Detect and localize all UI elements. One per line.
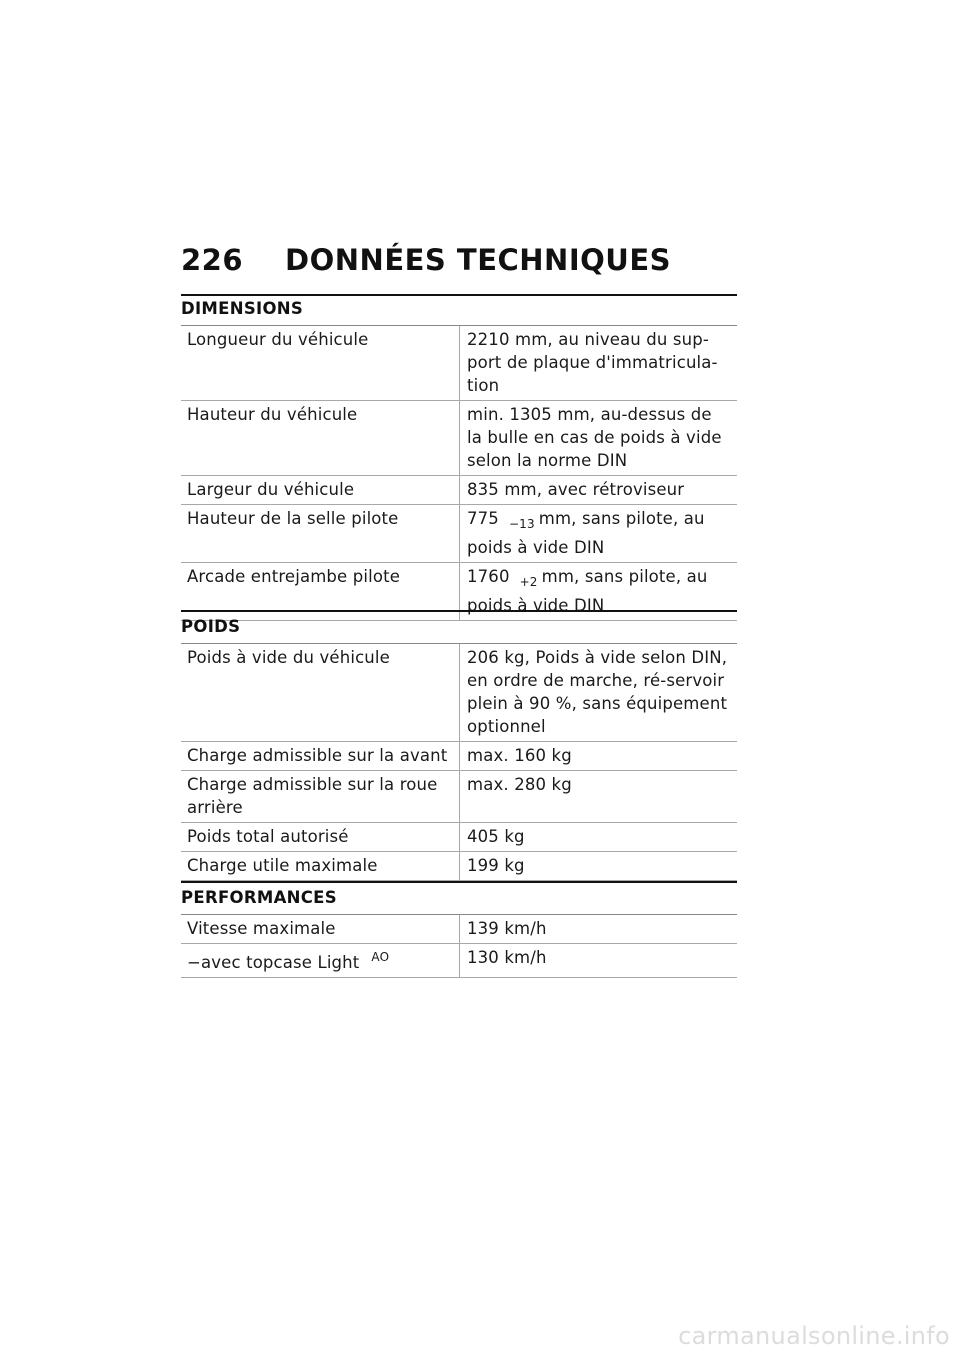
spec-value: 130 km/h (460, 944, 738, 978)
value-tolerance: −13 (508, 517, 535, 531)
value-main: 775 (467, 509, 499, 528)
spec-label: Hauteur du véhicule (181, 401, 460, 476)
spec-label (181, 944, 460, 978)
spec-value: 139 km/h (460, 915, 738, 944)
dimensions-table (181, 326, 737, 621)
spec-value: 835 mm, avec rétroviseur (460, 476, 738, 505)
spec-label: Vitesse maximale (181, 915, 460, 944)
spec-label: Poids à vide du véhicule (181, 644, 460, 742)
section-title-poids: POIDS (181, 612, 737, 644)
value-rest: mm, sans pilote, au poids à vide DIN (467, 509, 705, 557)
table-row (181, 476, 737, 505)
table-row (181, 852, 737, 881)
page-number: 226 (181, 243, 244, 277)
spec-label: Charge utile maximale (181, 852, 460, 881)
spec-value: min. 1305 mm, au-dessus de la bulle en cas de poids à vide selon la norme DIN (460, 401, 738, 476)
section-poids (181, 610, 737, 881)
label-main: −avec topcase Light (187, 953, 360, 972)
value-tolerance: +2 (519, 575, 538, 589)
spec-label: Arcade entrejambe pilote (181, 563, 460, 621)
option-marker: AO (371, 950, 390, 964)
spec-value: 405 kg (460, 823, 738, 852)
spec-value: 199 kg (460, 852, 738, 881)
spec-label: Poids total autorisé (181, 823, 460, 852)
spec-value (460, 505, 738, 563)
table-row (181, 915, 737, 944)
table-row (181, 644, 737, 742)
spec-label: Longueur du véhicule (181, 326, 460, 401)
section-title-dimensions: DIMENSIONS (181, 294, 737, 326)
value-main: 1760 (467, 567, 510, 586)
section-dimensions (181, 294, 737, 621)
spec-label: Largeur du véhicule (181, 476, 460, 505)
table-row (181, 326, 737, 401)
table-row (181, 742, 737, 771)
watermark: carmanualsonline.info (678, 1322, 950, 1350)
performances-table (181, 915, 737, 978)
table-row (181, 771, 737, 823)
section-performances (181, 881, 737, 978)
poids-table (181, 644, 737, 881)
spec-value: 206 kg, Poids à vide selon DIN, en ordre de marche, ré-servoir plein à 90 %, sans équipement optionnel (460, 644, 738, 742)
value-rest: mm, sans pilote, au poids à vide DIN (467, 567, 708, 615)
spec-value: max. 280 kg (460, 771, 738, 823)
page-header (181, 243, 671, 277)
spec-value: max. 160 kg (460, 742, 738, 771)
spec-value: 2210 mm, au niveau du sup-port de plaque d'immatricula-tion (460, 326, 738, 401)
spec-label: Charge admissible sur la avant (181, 742, 460, 771)
table-row (181, 944, 737, 978)
section-title-performances: PERFORMANCES (181, 883, 737, 915)
table-row (181, 505, 737, 563)
table-row (181, 401, 737, 476)
spec-label: Hauteur de la selle pilote (181, 505, 460, 563)
page-title: DONNÉES TECHNIQUES (285, 243, 672, 277)
spec-label: Charge admissible sur la roue arrière (181, 771, 460, 823)
table-row (181, 823, 737, 852)
